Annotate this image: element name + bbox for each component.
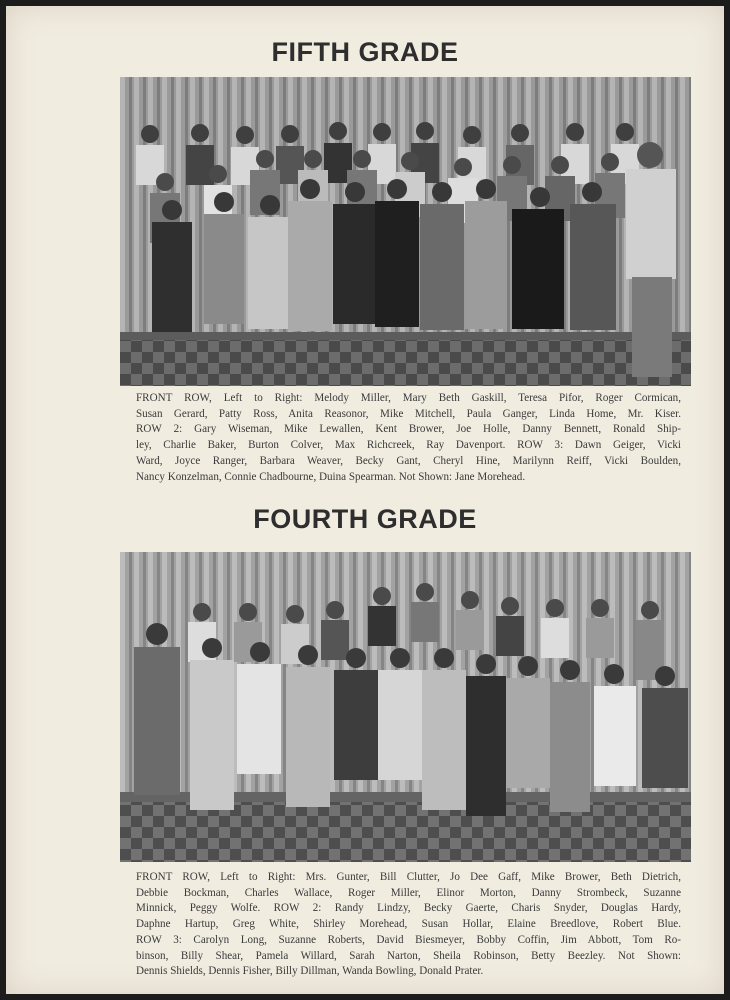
yearbook-page [6, 6, 724, 994]
caption-line: FRONT ROW, Left to Right: Mrs. Gunter, Bill Clutter, Jo Dee Gaff, Mike Brower, Beth Dietrich, [136, 871, 681, 883]
caption-line: Susan Gerard, Patty Ross, Anita Reasonor, Mike Mitchell, Paula Ganger, Linda Home, Mr. Kiser. [136, 407, 681, 420]
caption-line: ley, Charlie Baker, Burton Colver, Max Richcreek, Ray Davenport. ROW 3: Dawn Geiger, Vicki [136, 439, 681, 452]
caption-line: Ward, Joyce Ranger, Barbara Weaver, Becky Gant, Cheryl Hine, Marilynn Reiff, Vicki Boulden, [136, 454, 681, 467]
caption-line: Minnick, Peggy Wolfe. ROW 2: Randy Lindzy, Becky Gaerte, Charis Snyder, Douglas Hardy, [136, 902, 681, 915]
fifth-grade-class-photo [120, 77, 691, 386]
caption-line: ROW 2: Gary Wiseman, Mike Lewallen, Kent Brower, Joe Holle, Danny Bennett, Ronald Ship- [136, 423, 681, 436]
fourth-grade-class-photo [120, 552, 691, 862]
caption-line: Daphne Hartup, Greg White, Shirley Morehead, Susan Hollar, Elaine Breedlove, Robert Blue. [136, 918, 681, 931]
fifth-grade-heading: FIFTH GRADE [271, 37, 459, 67]
caption-line: Dennis Shields, Dennis Fisher, Billy Dillman, Wanda Bowling, Donald Prater. [136, 965, 484, 978]
caption-line: Nancy Konzelman, Connie Chadbourne, Duina Spearman. Not Shown: Jane Morehead. [136, 470, 526, 483]
fourth-grade-caption [136, 870, 681, 980]
fourth-grade-heading: FOURTH GRADE [253, 504, 477, 534]
caption-line: FRONT ROW, Left to Right: Melody Miller, Mary Beth Gaskill, Teresa Pifor, Roger Cormican, [136, 392, 681, 404]
fifth-grade-caption [136, 391, 681, 485]
caption-line: Debbie Bockman, Charles Wallace, Roger Miller, Elinor Morton, Danny Strombeck, Suzanne [136, 886, 681, 899]
caption-line: binson, Billy Shear, Pamela Willard, Sarah Narton, Sheila Robinson, Betty Beezley. Not Shown: [136, 949, 681, 962]
caption-line: ROW 3: Carolyn Long, Suzanne Roberts, David Biesmeyer, Bobby Coffin, Jim Abbott, Tom Ro- [136, 933, 681, 946]
